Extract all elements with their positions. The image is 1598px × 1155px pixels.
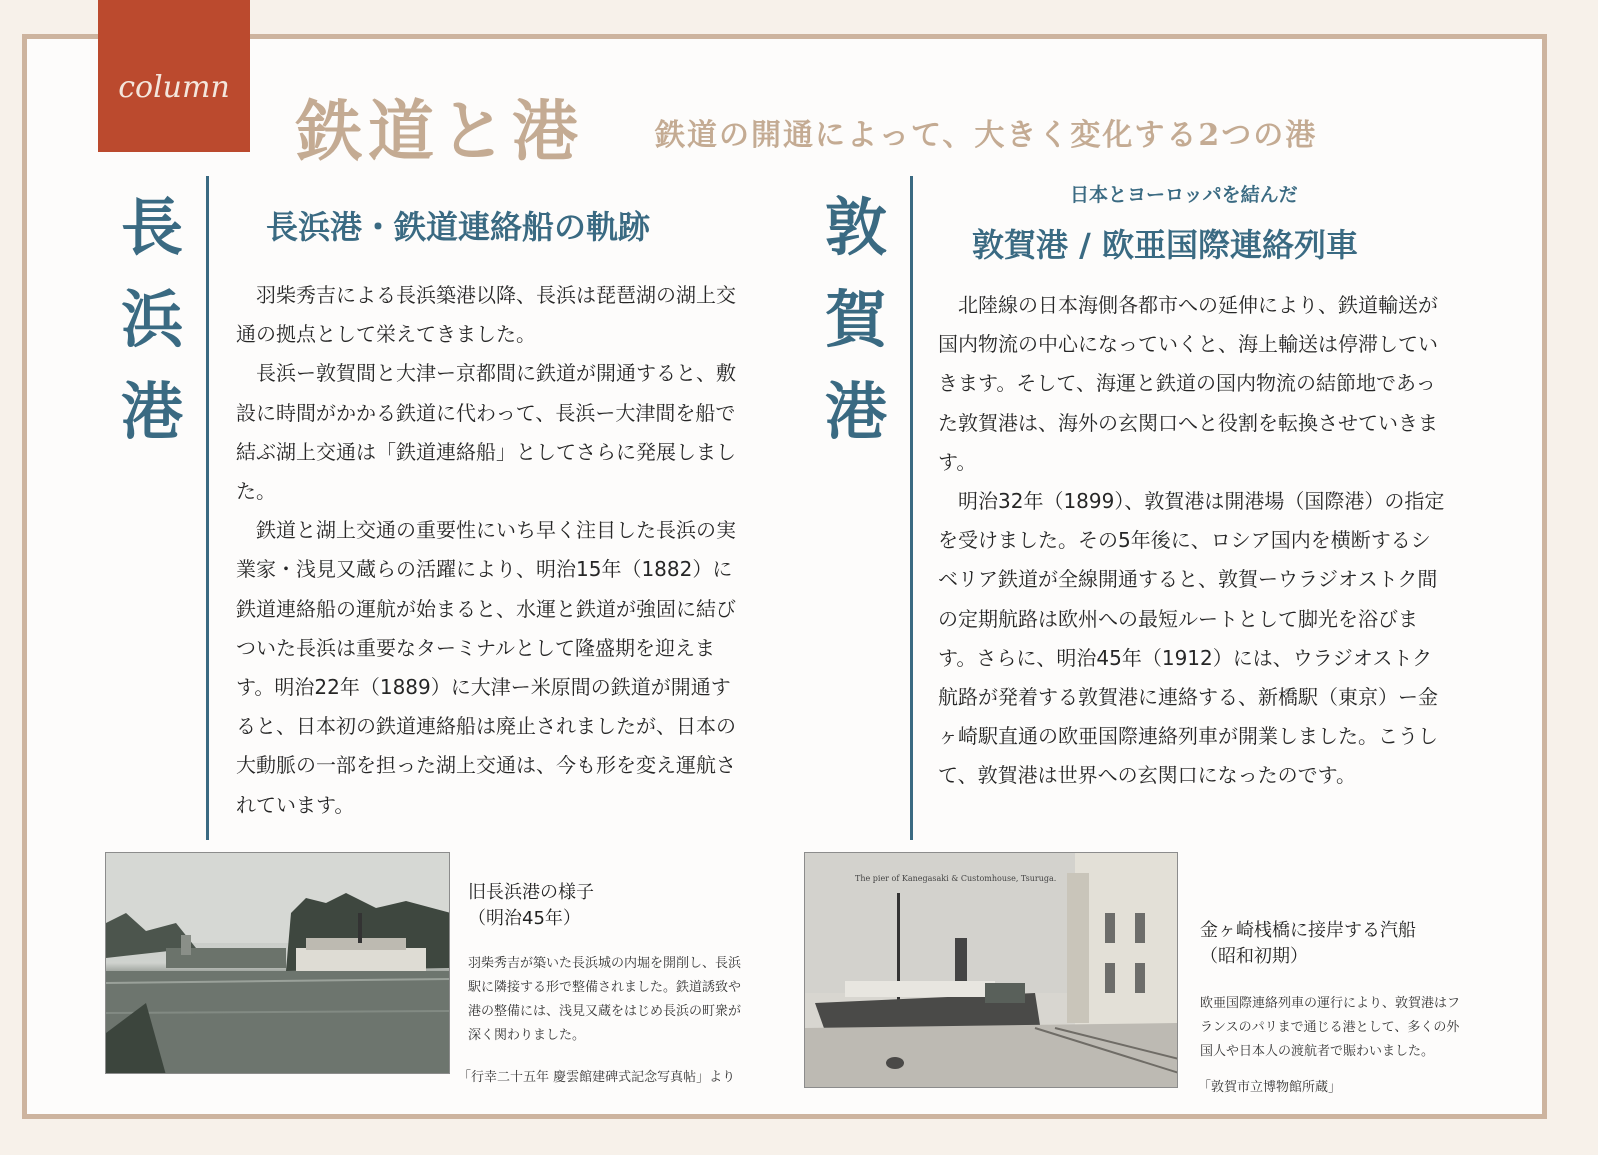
left-divider: [206, 176, 209, 840]
tsuruga-heading: 敦賀港 / 欧亜国際連絡列車: [972, 226, 1358, 264]
paragraph: 明治32年（1899）、敦賀港は開港場（国際港）の指定を受けました。その5年後に、ロシア国内を横断するシベリア鉄道が全線開通すると、敦賀ーウラジオストク間の定期航路は欧州への最短ルートとして脚光を浴びます。さらに、明治45年（1912）には、ウラジオストク航路が発着する敦賀港に連絡する、新橋駅（東京）ー金ヶ崎駅直通の欧亜国際連絡列車が開業しました。こうして、敦賀港は世界への玄関口になったのです。: [938, 489, 1445, 788]
paragraph: 長浜ー敦賀間と大津ー京都間に鉄道が開通すると、敷設に時間がかかる鉄道に代わって、長浜ー大津間を船で結ぶ湖上交通は「鉄道連絡船」としてさらに発展しました。: [236, 361, 736, 504]
right-divider: [910, 176, 913, 840]
nagahama-port-photo: [105, 852, 450, 1074]
nagahama-caption-body: 羽柴秀吉が築いた長浜城の内堀を開削し、長浜駅に隣接する形で整備されました。鉄道誘致や港の整備には、浅見又蔵をはじめ長浜の町衆が深く関わりました。: [468, 956, 742, 1043]
nagahama-caption-title: 旧長浜港の様子 （明治45年）: [468, 882, 594, 929]
paragraph: 鉄道と湖上交通の重要性にいち早く注目した長浜の実業家・浅見又蔵らの活躍により、明治15年（1882）に鉄道連絡船の運航が始まると、水運と鉄道が強固に結びついた長浜は重要なターミナルとして隆盛期を迎えます。明治22年（1889）に大津ー米原間の鉄道が開通すると、日本初の鉄道連絡船は廃止されましたが、日本の大動脈の一部を担った湖上交通は、今も形を変え運航されています。: [236, 518, 736, 817]
tsuruga-body: [938, 286, 1446, 796]
nagahama-photo-source: 「行幸二十五年 慶雲館建碑式記念写真帖」より: [458, 1070, 736, 1085]
kanegasaki-photo-source: 「敦賀市立博物館所蔵」: [1198, 1080, 1342, 1095]
paragraph: 羽柴秀吉による長浜築港以降、長浜は琵琶湖の湖上交通の拠点として栄えてきました。: [236, 283, 736, 347]
nagahama-heading: 長浜港・鉄道連絡船の軌跡: [266, 208, 651, 246]
page-subtitle: 鉄道の開通によって、大きく変化する2つの港: [655, 118, 1318, 153]
vertical-char: 港: [120, 375, 183, 448]
column-tag: column: [98, 0, 250, 152]
vertical-char: 敦: [824, 191, 887, 264]
vertical-char: 浜: [120, 283, 183, 356]
vertical-char: 長: [120, 191, 183, 264]
nagahama-vertical-title: [112, 182, 192, 458]
kanegasaki-caption-body: 欧亜国際連絡列車の運行により、敦賀港はフランスのパリまで通じる港として、多くの外国人や日本人の渡航者で賑わいました。: [1200, 996, 1461, 1059]
vertical-char: 賀: [824, 283, 887, 356]
tsuruga-kicker: 日本とヨーロッパを結んだ: [1070, 184, 1298, 206]
kanegasaki-pier-photo: [804, 852, 1178, 1088]
nagahama-body: [236, 276, 744, 825]
postcard-caption: The pier of Kanegasaki & Customhouse, Tsuruga.: [855, 874, 1057, 883]
tsuruga-vertical-title: [816, 182, 896, 458]
paragraph: 北陸線の日本海側各都市への延伸により、鉄道輸送が国内物流の中心になっていくと、海上輸送は停滞していきます。そして、海運と鉄道の国内物流の結節地であった敦賀港は、海外の玄関口へと役割を転換させていきます。: [938, 293, 1438, 474]
kanegasaki-caption-title: 金ヶ崎桟橋に接岸する汽船 （昭和初期）: [1200, 920, 1416, 967]
page-title: 鉄道と港: [296, 92, 584, 170]
vertical-char: 港: [824, 375, 887, 448]
